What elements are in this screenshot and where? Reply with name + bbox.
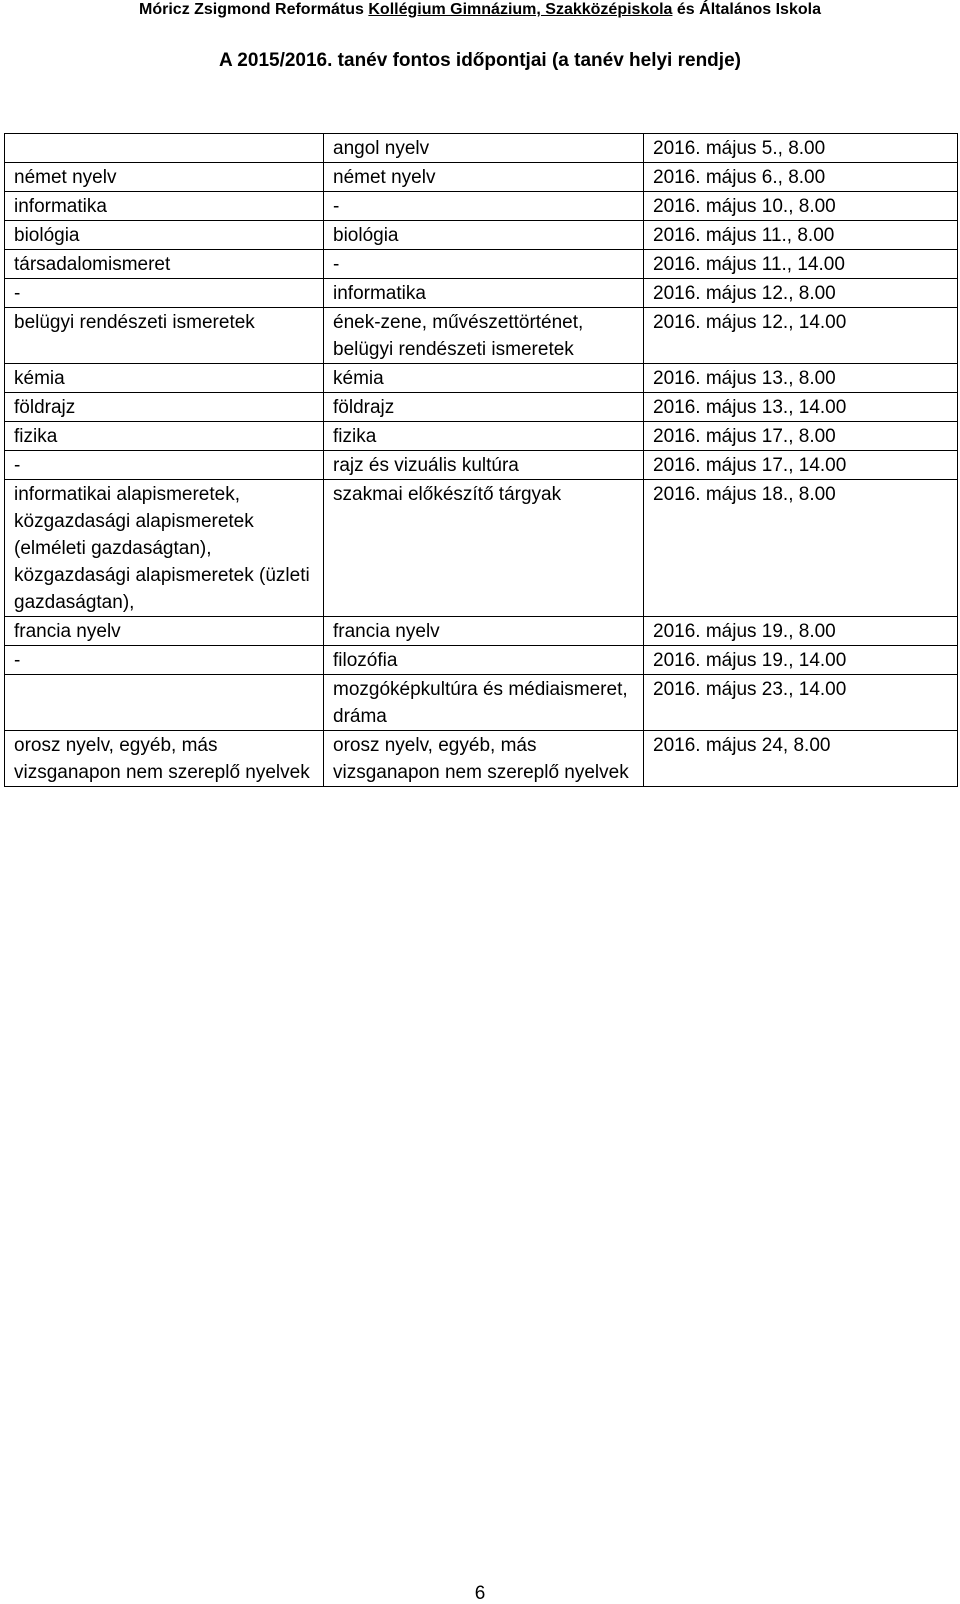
table-cell-date: 2016. május 18., 8.00 <box>644 480 958 617</box>
table-row <box>5 192 958 221</box>
document-title: A 2015/2016. tanév fontos időpontjai (a tanév helyi rendje) <box>219 50 741 71</box>
table-cell-date: 2016. május 17., 8.00 <box>644 422 958 451</box>
page-number: 6 <box>474 1583 486 1604</box>
table-cell-date: 2016. május 13., 8.00 <box>644 364 958 393</box>
table-cell-subject-level2: mozgóképkultúra és médiaismeret, dráma <box>324 675 644 731</box>
table-cell-subject-level2: orosz nyelv, egyéb, más vizsganapon nem szereplő nyelvek <box>324 731 644 787</box>
table-cell-subject-level2: német nyelv <box>324 163 644 192</box>
table-row <box>5 250 958 279</box>
table-cell-subject-level1 <box>5 134 324 163</box>
table-cell-subject-level1: német nyelv <box>5 163 324 192</box>
table-row <box>5 393 958 422</box>
school-name-part1: Móricz Zsigmond Református <box>139 1 369 18</box>
table-cell-date: 2016. május 19., 8.00 <box>644 617 958 646</box>
table-cell-subject-level2: kémia <box>324 364 644 393</box>
table-cell-subject-level1: fizika <box>5 422 324 451</box>
table-row <box>5 422 958 451</box>
table-row <box>5 451 958 480</box>
table-cell-date: 2016. május 24, 8.00 <box>644 731 958 787</box>
table-cell-subject-level1: biológia <box>5 221 324 250</box>
table-cell-date: 2016. május 5., 8.00 <box>644 134 958 163</box>
table-row <box>5 675 958 731</box>
table-cell-subject-level1 <box>5 675 324 731</box>
school-name-part2: Kollégium Gimnázium, Szakközépiskola <box>368 1 673 18</box>
table-row <box>5 279 958 308</box>
table-cell-date: 2016. május 23., 14.00 <box>644 675 958 731</box>
table-cell-subject-level1: orosz nyelv, egyéb, más vizsganapon nem szereplő nyelvek <box>5 731 324 787</box>
table-cell-subject-level1: - <box>5 451 324 480</box>
table-cell-date: 2016. május 11., 14.00 <box>644 250 958 279</box>
table-cell-subject-level1: társadalomismeret <box>5 250 324 279</box>
table-cell-subject-level2: filozófia <box>324 646 644 675</box>
table-cell-subject-level2: angol nyelv <box>324 134 644 163</box>
table-cell-subject-level2: informatika <box>324 279 644 308</box>
table-cell-subject-level1: belügyi rendészeti ismeretek <box>5 308 324 364</box>
table-row <box>5 617 958 646</box>
table-cell-subject-level2: - <box>324 250 644 279</box>
table-cell-date: 2016. május 19., 14.00 <box>644 646 958 675</box>
table-cell-subject-level2: - <box>324 192 644 221</box>
table-cell-subject-level2: francia nyelv <box>324 617 644 646</box>
table-cell-date: 2016. május 11., 8.00 <box>644 221 958 250</box>
table-cell-subject-level2: földrajz <box>324 393 644 422</box>
table-cell-subject-level1: informatikai alapismeretek, közgazdasági alapismeretek (elméleti gazdaságtan), közgazdasági alapismeretek (üzleti gazdaságtan), <box>5 480 324 617</box>
table-cell-subject-level1: informatika <box>5 192 324 221</box>
table-cell-date: 2016. május 13., 14.00 <box>644 393 958 422</box>
table-cell-date: 2016. május 6., 8.00 <box>644 163 958 192</box>
table-row <box>5 308 958 364</box>
school-name-part3: és Általános Iskola <box>672 1 821 18</box>
table-cell-subject-level1: - <box>5 279 324 308</box>
table-cell-date: 2016. május 12., 8.00 <box>644 279 958 308</box>
table-cell-subject-level1: kémia <box>5 364 324 393</box>
table-row <box>5 646 958 675</box>
table-cell-subject-level2: biológia <box>324 221 644 250</box>
table-cell-subject-level2: ének-zene, művészettörténet, belügyi rendészeti ismeretek <box>324 308 644 364</box>
table-row <box>5 163 958 192</box>
table-row <box>5 480 958 617</box>
table-cell-subject-level2: fizika <box>324 422 644 451</box>
table-row <box>5 731 958 787</box>
table-cell-subject-level1: földrajz <box>5 393 324 422</box>
table-cell-subject-level1: - <box>5 646 324 675</box>
table-cell-subject-level1: francia nyelv <box>5 617 324 646</box>
table-cell-date: 2016. május 12., 14.00 <box>644 308 958 364</box>
table-cell-subject-level2: rajz és vizuális kultúra <box>324 451 644 480</box>
exam-schedule-table <box>4 133 958 787</box>
school-header <box>0 0 960 20</box>
table-cell-date: 2016. május 17., 14.00 <box>644 451 958 480</box>
table-cell-date: 2016. május 10., 8.00 <box>644 192 958 221</box>
table-row <box>5 221 958 250</box>
table-row <box>5 364 958 393</box>
table-cell-subject-level2: szakmai előkészítő tárgyak <box>324 480 644 617</box>
table-row <box>5 134 958 163</box>
